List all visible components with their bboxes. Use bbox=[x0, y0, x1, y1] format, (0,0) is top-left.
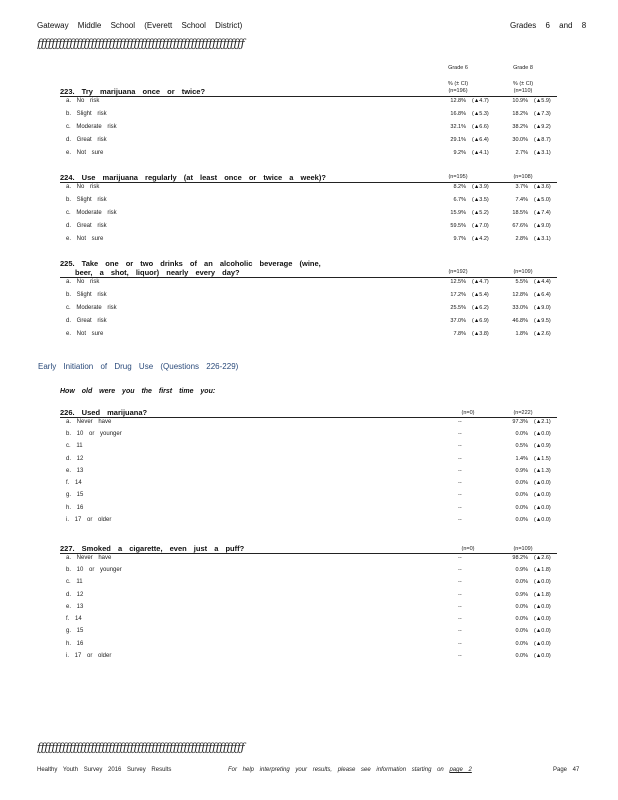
table-row bbox=[60, 479, 557, 491]
table-row bbox=[60, 516, 557, 528]
q224-title: 224. Use marijuana regularly (at least once or twice a week)? bbox=[60, 173, 326, 182]
table-row bbox=[60, 467, 557, 479]
grade6-value: -- bbox=[458, 468, 462, 474]
row-label: i. 17 or older bbox=[66, 653, 112, 659]
grade8-pct: 33.0% bbox=[512, 305, 528, 311]
row-label: d. Great risk bbox=[66, 223, 107, 229]
grade6-value: -- bbox=[458, 604, 462, 610]
section-prompt: How old were you the first time you: bbox=[60, 388, 216, 395]
q225-n6: (n=192) bbox=[448, 269, 468, 275]
row-label: b. Slight risk bbox=[66, 292, 107, 298]
grade6-pct: 25.5% bbox=[450, 305, 466, 311]
grade6-value: -- bbox=[458, 653, 462, 659]
grade6-pct: 16.8% bbox=[450, 111, 466, 117]
q224-n6: (n=195) bbox=[448, 174, 468, 180]
row-label: e. Not sure bbox=[66, 236, 104, 242]
table-row bbox=[60, 603, 557, 615]
row-label: e. 13 bbox=[66, 468, 84, 474]
row-label: d. 12 bbox=[66, 456, 84, 462]
grade8-pct: 0.9% bbox=[515, 567, 528, 573]
q223-n8: (n=110) bbox=[513, 88, 533, 94]
grade8-ci: (▲9.0) bbox=[534, 223, 551, 229]
grade8-ci: (▲5.0) bbox=[534, 197, 551, 203]
grade8-ci: (▲1.3) bbox=[534, 468, 551, 474]
grade8-pct: 0.0% bbox=[515, 604, 528, 610]
grade8-ci: (▲0.0) bbox=[534, 505, 551, 511]
grade8-ci-header: % (± CI) bbox=[512, 81, 534, 87]
q226-title: 226. Used marijuana? bbox=[60, 408, 148, 417]
grade8-ci: (▲0.0) bbox=[534, 616, 551, 622]
grade8-pct: 46.8% bbox=[512, 318, 528, 324]
grade6-value: -- bbox=[458, 517, 462, 523]
footer-survey: Healthy Youth Survey 2016 Survey Results bbox=[37, 767, 172, 773]
q223-n6: (n=196) bbox=[448, 88, 468, 94]
q224-n8: (n=108) bbox=[513, 174, 533, 180]
grade8-pct: 18.2% bbox=[512, 111, 528, 117]
grade6-value: -- bbox=[458, 579, 462, 585]
table-row bbox=[60, 504, 557, 516]
row-label: b. 10 or younger bbox=[66, 567, 122, 573]
grade6-value: -- bbox=[458, 480, 462, 486]
grade6-ci: (▲6.9) bbox=[472, 318, 489, 324]
table-row bbox=[60, 554, 557, 566]
grade6-ci: (▲7.0) bbox=[472, 223, 489, 229]
row-label: c. Moderate risk bbox=[66, 210, 117, 216]
grade8-pct: 0.0% bbox=[515, 505, 528, 511]
grade8-header: Grade 8 bbox=[513, 65, 533, 71]
row-label: b. Slight risk bbox=[66, 197, 107, 203]
grade8-pct: 38.2% bbox=[512, 124, 528, 130]
row-label: b. 10 or younger bbox=[66, 431, 122, 437]
row-label: i. 17 or older bbox=[66, 517, 112, 523]
page-2-link[interactable]: page 2 bbox=[449, 767, 472, 773]
table-row bbox=[60, 304, 557, 316]
q225-title: 225. Take one or two drinks of an alcoholic beverage (wine, bbox=[60, 259, 321, 268]
table-row bbox=[60, 209, 557, 221]
grade8-pct: 0.9% bbox=[515, 468, 528, 474]
grade8-pct: 0.9% bbox=[515, 592, 528, 598]
grade6-pct: 17.2% bbox=[450, 292, 466, 298]
grade8-ci: (▲9.2) bbox=[534, 124, 551, 130]
grade8-pct: 1.4% bbox=[515, 456, 528, 462]
grade6-pct: 9.2% bbox=[453, 150, 466, 156]
table-row bbox=[60, 330, 557, 342]
q225-title-cont: beer, a shot, liquor) nearly every day? bbox=[75, 268, 240, 277]
row-label: e. Not sure bbox=[66, 150, 104, 156]
grade8-pct: 18.5% bbox=[512, 210, 528, 216]
grade8-pct: 3.7% bbox=[515, 184, 528, 190]
q223-title: 223. Try marijuana once or twice? bbox=[60, 87, 206, 96]
row-label: a. No risk bbox=[66, 184, 100, 190]
table-row bbox=[60, 491, 557, 503]
table-row bbox=[60, 123, 557, 135]
grade8-ci: (▲2.6) bbox=[534, 331, 551, 337]
grade6-pct: 6.7% bbox=[453, 197, 466, 203]
row-label: f. 14 bbox=[66, 616, 82, 622]
grade8-pct: 5.5% bbox=[515, 279, 528, 285]
grade8-pct: 0.0% bbox=[515, 641, 528, 647]
grade6-value: -- bbox=[458, 555, 462, 561]
grade8-pct: 0.0% bbox=[515, 492, 528, 498]
grade8-ci: (▲9.5) bbox=[534, 318, 551, 324]
section-title: Early Initiation of Drug Use (Questions 226-229) bbox=[38, 362, 239, 371]
grade8-pct: 98.2% bbox=[512, 555, 528, 561]
grade6-pct: 32.1% bbox=[450, 124, 466, 130]
row-label: f. 14 bbox=[66, 480, 82, 486]
footer-rule: ƒƒƒƒƒƒƒƒƒƒƒƒƒƒƒƒƒƒƒƒƒƒƒƒƒƒƒƒƒƒƒƒƒƒƒƒƒƒƒƒƒƒƒƒƒƒƒƒƒƒƒƒƒƒƒƒƒƒ bbox=[37, 741, 245, 754]
grade8-pct: 0.0% bbox=[515, 431, 528, 437]
grade8-pct: 2.7% bbox=[515, 150, 528, 156]
grade6-value: -- bbox=[458, 431, 462, 437]
row-label: d. 12 bbox=[66, 592, 84, 598]
table-row bbox=[60, 455, 557, 467]
q227-n6: (n=0) bbox=[461, 546, 475, 552]
grade8-ci: (▲0.0) bbox=[534, 431, 551, 437]
grade6-value: -- bbox=[458, 419, 462, 425]
grade6-value: -- bbox=[458, 456, 462, 462]
grade8-ci: (▲4.4) bbox=[534, 279, 551, 285]
grade6-value: -- bbox=[458, 443, 462, 449]
table-row bbox=[60, 149, 557, 161]
row-label: a. No risk bbox=[66, 279, 100, 285]
grades-label: Grades 6 and 8 bbox=[510, 21, 587, 30]
grade6-ci: (▲5.4) bbox=[472, 292, 489, 298]
grade6-ci: (▲5.3) bbox=[472, 111, 489, 117]
table-row bbox=[60, 627, 557, 639]
grade8-pct: 10.9% bbox=[512, 98, 528, 104]
row-label: a. Never have bbox=[66, 555, 112, 561]
table-row bbox=[60, 291, 557, 303]
grade8-ci: (▲1.8) bbox=[534, 567, 551, 573]
grade8-ci: (▲2.6) bbox=[534, 555, 551, 561]
page-number: Page 47 bbox=[553, 767, 580, 773]
grade8-ci: (▲0.0) bbox=[534, 517, 551, 523]
grade8-ci: (▲0.0) bbox=[534, 604, 551, 610]
grade8-pct: 0.0% bbox=[515, 616, 528, 622]
grade6-pct: 12.5% bbox=[450, 279, 466, 285]
grade8-ci: (▲5.9) bbox=[534, 98, 551, 104]
table-row bbox=[60, 235, 557, 247]
grade6-pct: 7.8% bbox=[453, 331, 466, 337]
row-label: d. Great risk bbox=[66, 318, 107, 324]
grade6-ci: (▲5.2) bbox=[472, 210, 489, 216]
footer-help bbox=[228, 767, 472, 773]
grade6-ci: (▲6.6) bbox=[472, 124, 489, 130]
grade8-pct: 12.8% bbox=[512, 292, 528, 298]
school-name: Gateway Middle School (Everett School District) bbox=[37, 21, 243, 30]
table-row bbox=[60, 136, 557, 148]
table-row bbox=[60, 196, 557, 208]
grade6-pct: 8.2% bbox=[453, 184, 466, 190]
grade6-ci-header: % (± CI) bbox=[447, 81, 469, 87]
grade6-value: -- bbox=[458, 505, 462, 511]
row-label: e. 13 bbox=[66, 604, 84, 610]
grade8-pct: 97.3% bbox=[512, 419, 528, 425]
grade6-value: -- bbox=[458, 616, 462, 622]
grade8-pct: 30.0% bbox=[512, 137, 528, 143]
grade8-ci: (▲6.4) bbox=[534, 292, 551, 298]
row-label: c. Moderate risk bbox=[66, 305, 117, 311]
grade8-ci: (▲7.3) bbox=[534, 111, 551, 117]
row-label: h. 16 bbox=[66, 641, 84, 647]
grade8-ci: (▲0.9) bbox=[534, 443, 551, 449]
grade6-ci: (▲3.8) bbox=[472, 331, 489, 337]
table-row bbox=[60, 97, 557, 109]
table-row bbox=[60, 430, 557, 442]
grade8-ci: (▲9.0) bbox=[534, 305, 551, 311]
table-row bbox=[60, 222, 557, 234]
grade8-ci: (▲0.0) bbox=[534, 480, 551, 486]
grade8-ci: (▲0.0) bbox=[534, 492, 551, 498]
row-label: a. Never have bbox=[66, 419, 112, 425]
row-label: a. No risk bbox=[66, 98, 100, 104]
header-rule: ƒƒƒƒƒƒƒƒƒƒƒƒƒƒƒƒƒƒƒƒƒƒƒƒƒƒƒƒƒƒƒƒƒƒƒƒƒƒƒƒƒƒƒƒƒƒƒƒƒƒƒƒƒƒƒƒƒƒ bbox=[37, 37, 245, 50]
grade6-pct: 15.9% bbox=[450, 210, 466, 216]
row-label: c. Moderate risk bbox=[66, 124, 117, 130]
grade6-pct: 37.0% bbox=[450, 318, 466, 324]
grade8-ci: (▲1.5) bbox=[534, 456, 551, 462]
row-label: c. 11 bbox=[66, 443, 83, 449]
q226-n6: (n=0) bbox=[461, 410, 475, 416]
row-label: g. 15 bbox=[66, 628, 84, 634]
table-row bbox=[60, 652, 557, 664]
grade8-pct: 2.8% bbox=[515, 236, 528, 242]
grade6-pct: 12.8% bbox=[450, 98, 466, 104]
grade6-ci: (▲4.2) bbox=[472, 236, 489, 242]
row-label: b. Slight risk bbox=[66, 111, 107, 117]
grade6-pct: 29.1% bbox=[450, 137, 466, 143]
grade8-pct: 7.4% bbox=[515, 197, 528, 203]
grade6-value: -- bbox=[458, 628, 462, 634]
q227-n8: (n=109) bbox=[513, 546, 533, 552]
grade6-value: -- bbox=[458, 592, 462, 598]
row-label: h. 16 bbox=[66, 505, 84, 511]
q225-n8: (n=109) bbox=[513, 269, 533, 275]
row-label: c. 11 bbox=[66, 579, 83, 585]
grade6-ci: (▲4.7) bbox=[472, 279, 489, 285]
row-label: g. 15 bbox=[66, 492, 84, 498]
table-row bbox=[60, 442, 557, 454]
grade6-ci: (▲4.1) bbox=[472, 150, 489, 156]
grade8-ci: (▲0.0) bbox=[534, 641, 551, 647]
table-row bbox=[60, 317, 557, 329]
table-row bbox=[60, 591, 557, 603]
grade8-pct: 1.8% bbox=[515, 331, 528, 337]
table-row bbox=[60, 110, 557, 122]
table-row bbox=[60, 640, 557, 652]
grade8-pct: 0.0% bbox=[515, 517, 528, 523]
row-label: d. Great risk bbox=[66, 137, 107, 143]
grade8-ci: (▲0.0) bbox=[534, 628, 551, 634]
table-row bbox=[60, 278, 557, 290]
grade6-value: -- bbox=[458, 492, 462, 498]
grade6-header: Grade 6 bbox=[448, 65, 468, 71]
grade8-ci: (▲3.1) bbox=[534, 150, 551, 156]
row-label: e. Not sure bbox=[66, 331, 104, 337]
grade8-pct: 0.5% bbox=[515, 443, 528, 449]
grade6-ci: (▲3.9) bbox=[472, 184, 489, 190]
table-row bbox=[60, 418, 557, 430]
table-row bbox=[60, 183, 557, 195]
grade6-ci: (▲3.5) bbox=[472, 197, 489, 203]
table-row bbox=[60, 615, 557, 627]
grade8-pct: 0.0% bbox=[515, 653, 528, 659]
grade6-ci: (▲4.7) bbox=[472, 98, 489, 104]
footer-help-text: For help interpreting your results, please see information starting on bbox=[228, 767, 444, 773]
grade8-ci: (▲0.0) bbox=[534, 579, 551, 585]
grade6-ci: (▲6.4) bbox=[472, 137, 489, 143]
grade8-ci: (▲8.7) bbox=[534, 137, 551, 143]
grade8-ci: (▲1.8) bbox=[534, 592, 551, 598]
grade6-pct: 9.7% bbox=[453, 236, 466, 242]
grade8-pct: 0.0% bbox=[515, 579, 528, 585]
grade6-value: -- bbox=[458, 567, 462, 573]
grade6-ci: (▲6.2) bbox=[472, 305, 489, 311]
grade8-ci: (▲3.6) bbox=[534, 184, 551, 190]
grade8-pct: 0.0% bbox=[515, 628, 528, 634]
grade6-value: -- bbox=[458, 641, 462, 647]
grade8-pct: 67.6% bbox=[512, 223, 528, 229]
grade8-ci: (▲7.4) bbox=[534, 210, 551, 216]
q227-title: 227. Smoked a cigarette, even just a puff? bbox=[60, 544, 245, 553]
table-row bbox=[60, 566, 557, 578]
grade8-pct: 0.0% bbox=[515, 480, 528, 486]
q226-n8: (n=222) bbox=[513, 410, 533, 416]
grade8-ci: (▲2.1) bbox=[534, 419, 551, 425]
grade8-ci: (▲3.1) bbox=[534, 236, 551, 242]
grade6-pct: 59.5% bbox=[450, 223, 466, 229]
table-row bbox=[60, 578, 557, 590]
grade8-ci: (▲0.0) bbox=[534, 653, 551, 659]
